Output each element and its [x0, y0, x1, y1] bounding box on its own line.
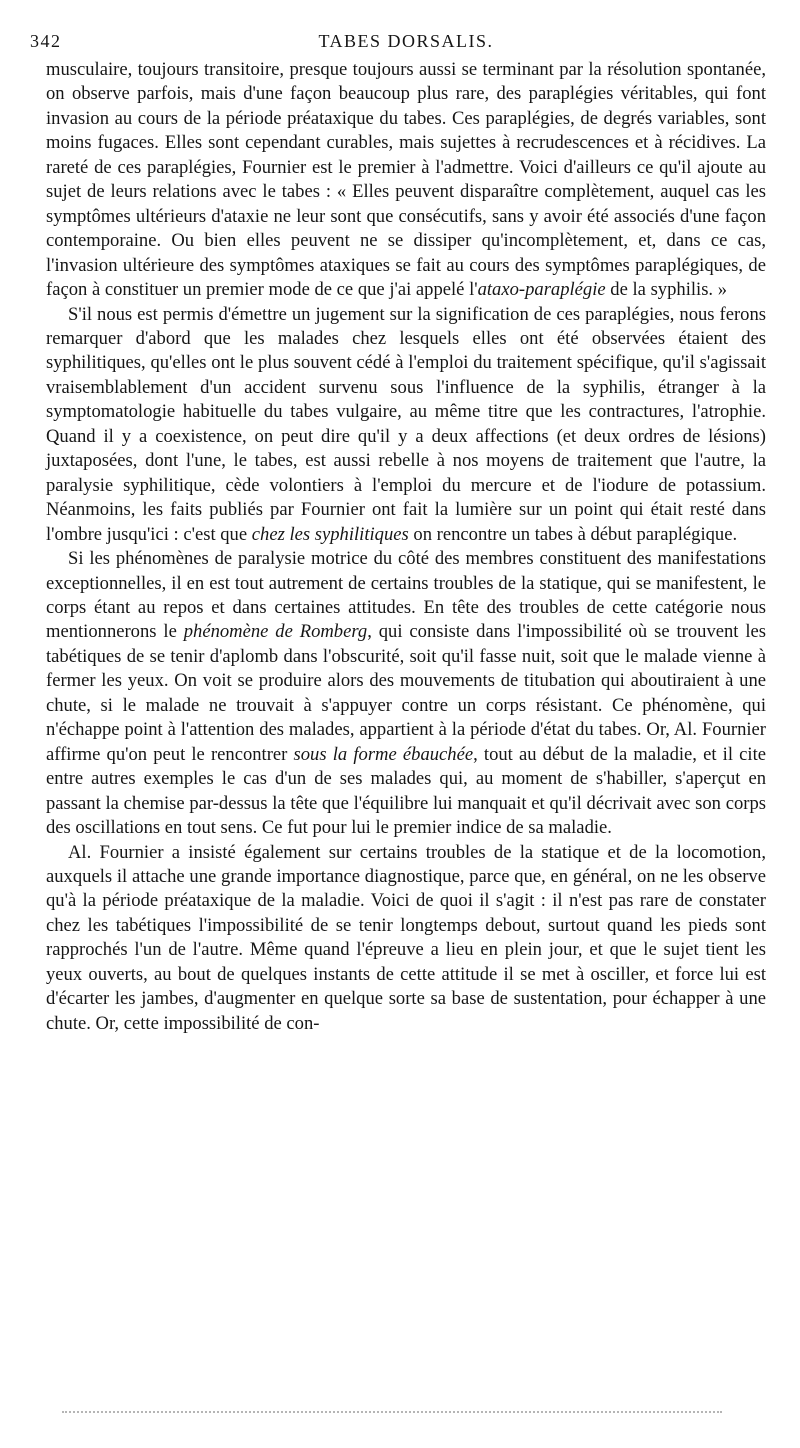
book-page — [30, 26, 767, 1036]
text-run: Al. Fournier a insisté également sur certains troubles de la statique et de la locomotion, auxquels il attache une grande importance diagnostique, parce que, en général, on ne les observe qu'à la période préataxique de la maladie. Voici de quoi il s'agit : il n'est pas rare de constater chez les tabétiques l'impossibilité de se tenir longtemps debout, surtout quand les pieds sont rapprochés l'un de l'autre. Même quand l'épreuve a lieu en plein jour, et que le sujet tient les yeux ouverts, au bout de quelques instants de cette attitude il se met à osciller, et force lui est d'écarter les jambes, d'augmenter en quelque sorte sa base de sustentation, pour échapper à une chute. Or, cette impossibilité de con- — [46, 841, 766, 1034]
text-run: , qui consiste dans l'impossibilité où se trouvent les tabétiques de se tenir d'aplomb dans l'obscurité, soit qu'il fasse nuit, soit que le malade vienne à fermer les yeux. On voit se produire alors des mouvements de titubation qui aboutiraient à une chute, si le malade ne trouvait à s'appuyer contre un corps résistant. Ce phénomène, qui n'échappe point à l'attention des malades, appartient à la période d'état du tabes. Or, Al. Fournier affirme qu'on peut le rencontrer — [46, 621, 767, 765]
paragraph — [46, 547, 766, 840]
italic-phrase: ataxo-paraplégie — [477, 279, 606, 301]
bottom-dotted-rule — [62, 1411, 722, 1413]
text-run: on rencontre un tabes à début paraplégique. — [408, 523, 738, 545]
running-head — [30, 26, 766, 56]
italic-phrase: chez les syphilitiques — [251, 523, 409, 545]
text-run: musculaire, toujours transitoire, presque toujours aussi se terminant par la résolution spontanée, on observe parfois, mais d'une façon beaucoup plus rare, des paraplégies véritables, qui font invasion au cours de la période préataxique du tabes. Ces paraplégies, de degrés variables, sont moins fugaces. Elles sont cependant curables, mais sujettes à recrudescences et à récidives. La rareté de ces paraplégies, Fournier est le premier à l'admettre. Voici d'ailleurs ce qu'il ajoute au sujet de leurs relations avec le tabes : « Elles peuvent disparaître complètement, auquel cas les symptômes ultérieurs d'ataxie ne leur sont que consécutifs, sans y avoir été associés d'une façon contemporaine. Ou bien elles peuvent ne se dissiper qu'incomplètement, et, dans ce cas, l'invasion ultérieure des symptômes ataxiques se fait au cours des symptômes paraplégiques, de façon à constituer un premier mode de ce que j'ai appelé l' — [46, 59, 766, 301]
text-run: Si les phénomènes de paralysie motrice du côté des membres constituent des manifestations exceptionnelles, il en est tout autrement de certains troubles de la statique, qui se manifestent, le corps étant au repos et dans certaines attitudes. En tête des troubles de cette catégorie nous mentionnerons le — [46, 548, 766, 643]
paragraph — [46, 303, 766, 548]
italic-phrase: phénomène de Romberg — [183, 621, 368, 643]
page-number: 342 — [30, 31, 62, 51]
italic-phrase: sous la forme ébauchée — [293, 743, 474, 765]
text-run: S'il nous est permis d'émettre un jugement sur la signification de ces paraplégies, nous ferons remarquer d'abord que les malades chez lesquels elles ont été observées étaient des syphilitiques, qu'elles ont le plus souvent cédé à l'emploi du traitement spécifique, qu'il s'agissait vraisemblablement d'un accident survenu sous l'influence de la syphilis, étranger à la symptomatologie habituelle du tabes vulgaire, au même titre que les contractures, l'atrophie. Quand il y a coexistence, on peut dire qu'il y a deux affections (et deux ordres de lésions) juxtaposées, dont l'une, le tabes, est aussi rebelle à nos moyens de traitement que l'autre, la paralysie syphilitique, cède volontiers à l'emploi du mercure et de l'iodure de potassium. Néanmoins, les faits publiés par Fournier ont fait la lumière sur un point qui était resté dans l'ombre jusqu'ici : c'est que — [46, 303, 766, 545]
body-text — [46, 58, 766, 1036]
text-run: de la syphilis. » — [605, 279, 728, 301]
running-title: TABES DORSALIS. — [318, 31, 494, 51]
text-run: , tout au début de la maladie, et il cite entre autres exemples le cas d'un de ses malades qui, au moment de s'habiller, s'aperçut en passant la chemise par-dessus la tête que l'équilibre lui manquait et qu'il décrivait avec son corps des oscillations en tout sens. Ce fut pour lui le premier indice de sa maladie. — [46, 743, 766, 839]
paragraph — [46, 58, 766, 303]
paragraph — [46, 841, 766, 1037]
